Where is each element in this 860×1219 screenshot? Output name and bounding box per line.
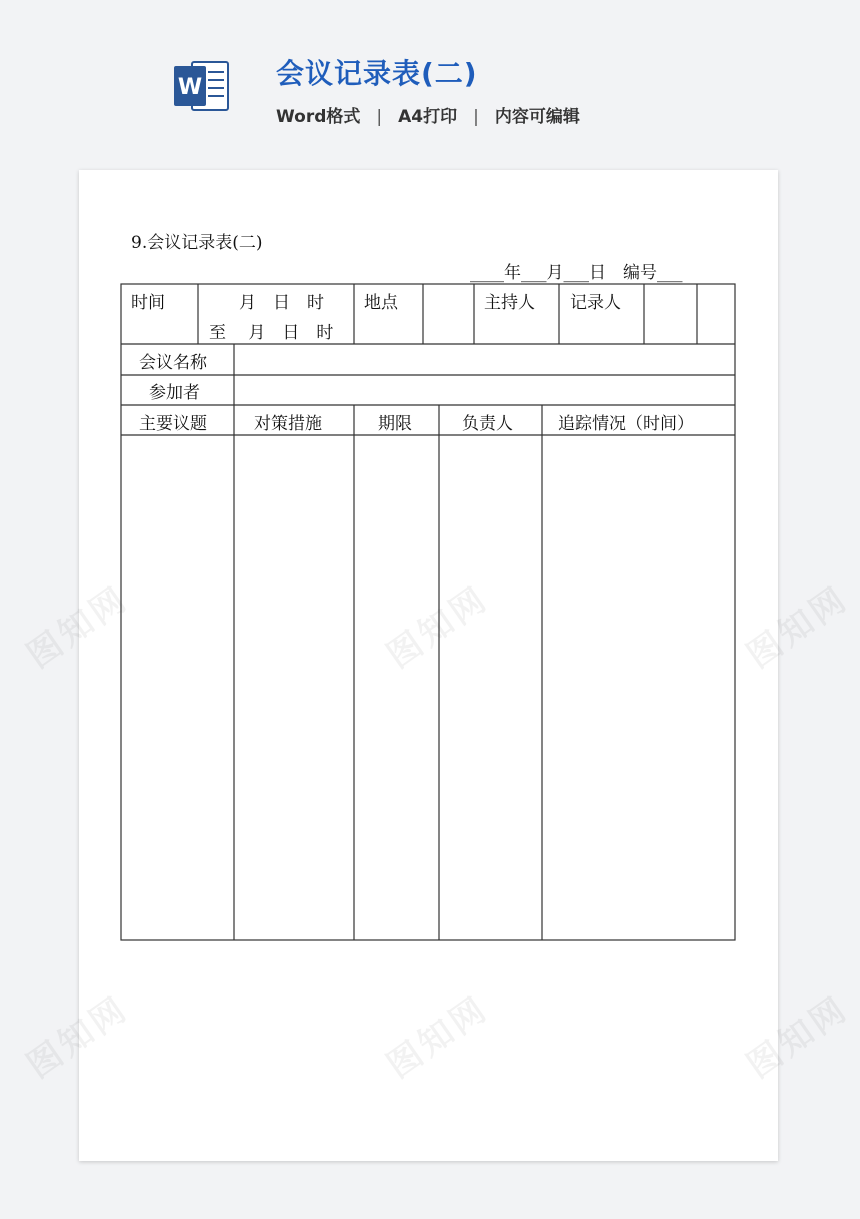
column-header-measures: 对策措施 — [254, 414, 322, 434]
watermark: 图知网 — [19, 578, 137, 677]
separator: | — [473, 107, 479, 127]
watermark: 图知网 — [19, 988, 137, 1087]
page-header — [0, 0, 860, 170]
document-page — [19, 170, 857, 1161]
column-header-tracking: 追踪情况（时间） — [558, 414, 694, 434]
print-label: A4打印 — [398, 107, 458, 127]
watermark: 图知网 — [379, 988, 497, 1087]
format-label: Word格式 — [276, 107, 361, 127]
time-range-end: 至 月 日 时 — [209, 323, 334, 343]
page-title: 会议记录表(二) — [276, 57, 478, 90]
date-number-line: ____年___月___日 编号___ — [470, 263, 683, 283]
meeting-name-label: 会议名称 — [139, 353, 207, 373]
watermark: 图知网 — [739, 988, 857, 1087]
column-header-topic: 主要议题 — [139, 414, 207, 434]
watermark: 图知网 — [379, 578, 497, 677]
time-label: 时间 — [131, 293, 165, 313]
time-range-start: 月 日 时 — [239, 293, 324, 313]
separator: | — [376, 107, 383, 127]
watermark: 图知网 — [739, 578, 857, 677]
recorder-label: 记录人 — [570, 293, 621, 313]
column-header-deadline: 期限 — [378, 414, 412, 434]
place-label: 地点 — [364, 293, 398, 313]
column-header-owner: 负责人 — [462, 414, 513, 434]
edit-label: 内容可编辑 — [494, 107, 580, 127]
meeting-table-grid — [79, 170, 778, 1161]
word-doc-icon — [174, 60, 230, 112]
file-info — [276, 102, 580, 127]
document-heading: 9.会议记录表(二) — [131, 233, 263, 253]
participants-label: 参加者 — [149, 383, 200, 403]
word-icon-letter: W — [177, 75, 203, 100]
host-label: 主持人 — [484, 293, 535, 313]
